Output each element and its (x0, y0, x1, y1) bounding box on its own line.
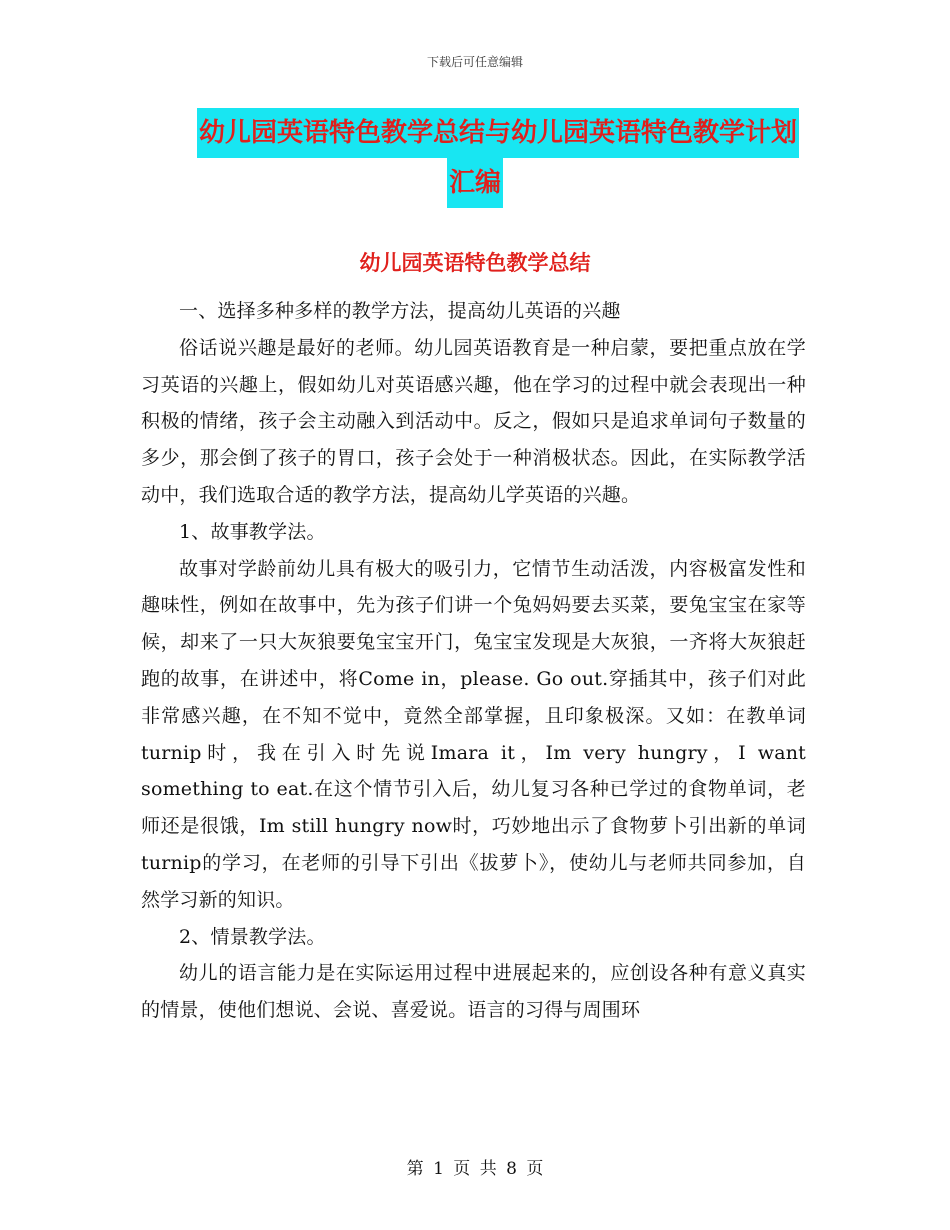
paragraph-subheading-2: 2、情景教学法。 (179, 925, 326, 948)
section-title: 幼儿园英语特色教学总结 (359, 251, 591, 275)
paragraph-subheading-1: 1、故事教学法。 (179, 520, 326, 543)
paragraph: 故事对学龄前幼儿具有极大的吸引力，它情节生动活泼，内容极富发性和趣味性，例如在故事中，先为孩子们讲一个兔妈妈要去买菜，要兔宝宝在家等候，却来了一只大灰狼要兔宝宝开门，兔宝宝发现是大灰狼，一齐将大灰狼赶跑的故事，在讲述中，将Come in，please. Go out.穿插其中，孩子们对此非常感兴趣，在不知不觉中，竟然全部掌握，且印象极深。又如：在教单词turnip时，我在引入时先说Imara it，Im very hungry，I want something to eat.在这个情节引入后，幼儿复习各种已学过的食物单词，老师还是很饿，Im still hungry now时，巧妙地出示了食物萝卜引出新的单词turnip的学习，在老师的引导下引出《拔萝卜》，使幼儿与老师共同参加，自然学习新的知识。 (141, 557, 806, 911)
document-title-line-1: 幼儿园英语特色教学总结与幼儿园英语特色教学计划 (197, 108, 799, 158)
body-text (141, 293, 806, 1029)
paragraph-heading-1: 一、选择多种多样的教学方法，提高幼儿英语的兴趣 (179, 300, 621, 322)
header-note: 下载后可任意编辑 (426, 55, 523, 69)
page-footer: 第 1 页 共 8 页 (406, 1159, 544, 1179)
paragraph: 幼儿的语言能力是在实际运用过程中进展起来的，应创设各种有意义真实的情景，使他们想说、会说、喜爱说。语言的习得与周围环 (141, 962, 806, 1022)
document-title (0, 108, 950, 208)
document-title-line-2: 汇编 (447, 158, 503, 208)
paragraph: 俗话说兴趣是最好的老师。幼儿园英语教育是一种启蒙，要把重点放在学习英语的兴趣上，假如幼儿对英语感兴趣，他在学习的过程中就会表现出一种积极的情绪，孩子会主动融入到活动中。反之，假如只是追求单词句子数量的多少，那会倒了孩子的胃口，孩子会处于一种消极状态。因此，在实际教学活动中，我们选取合适的教学方法，提高幼儿学英语的兴趣。 (141, 336, 806, 506)
